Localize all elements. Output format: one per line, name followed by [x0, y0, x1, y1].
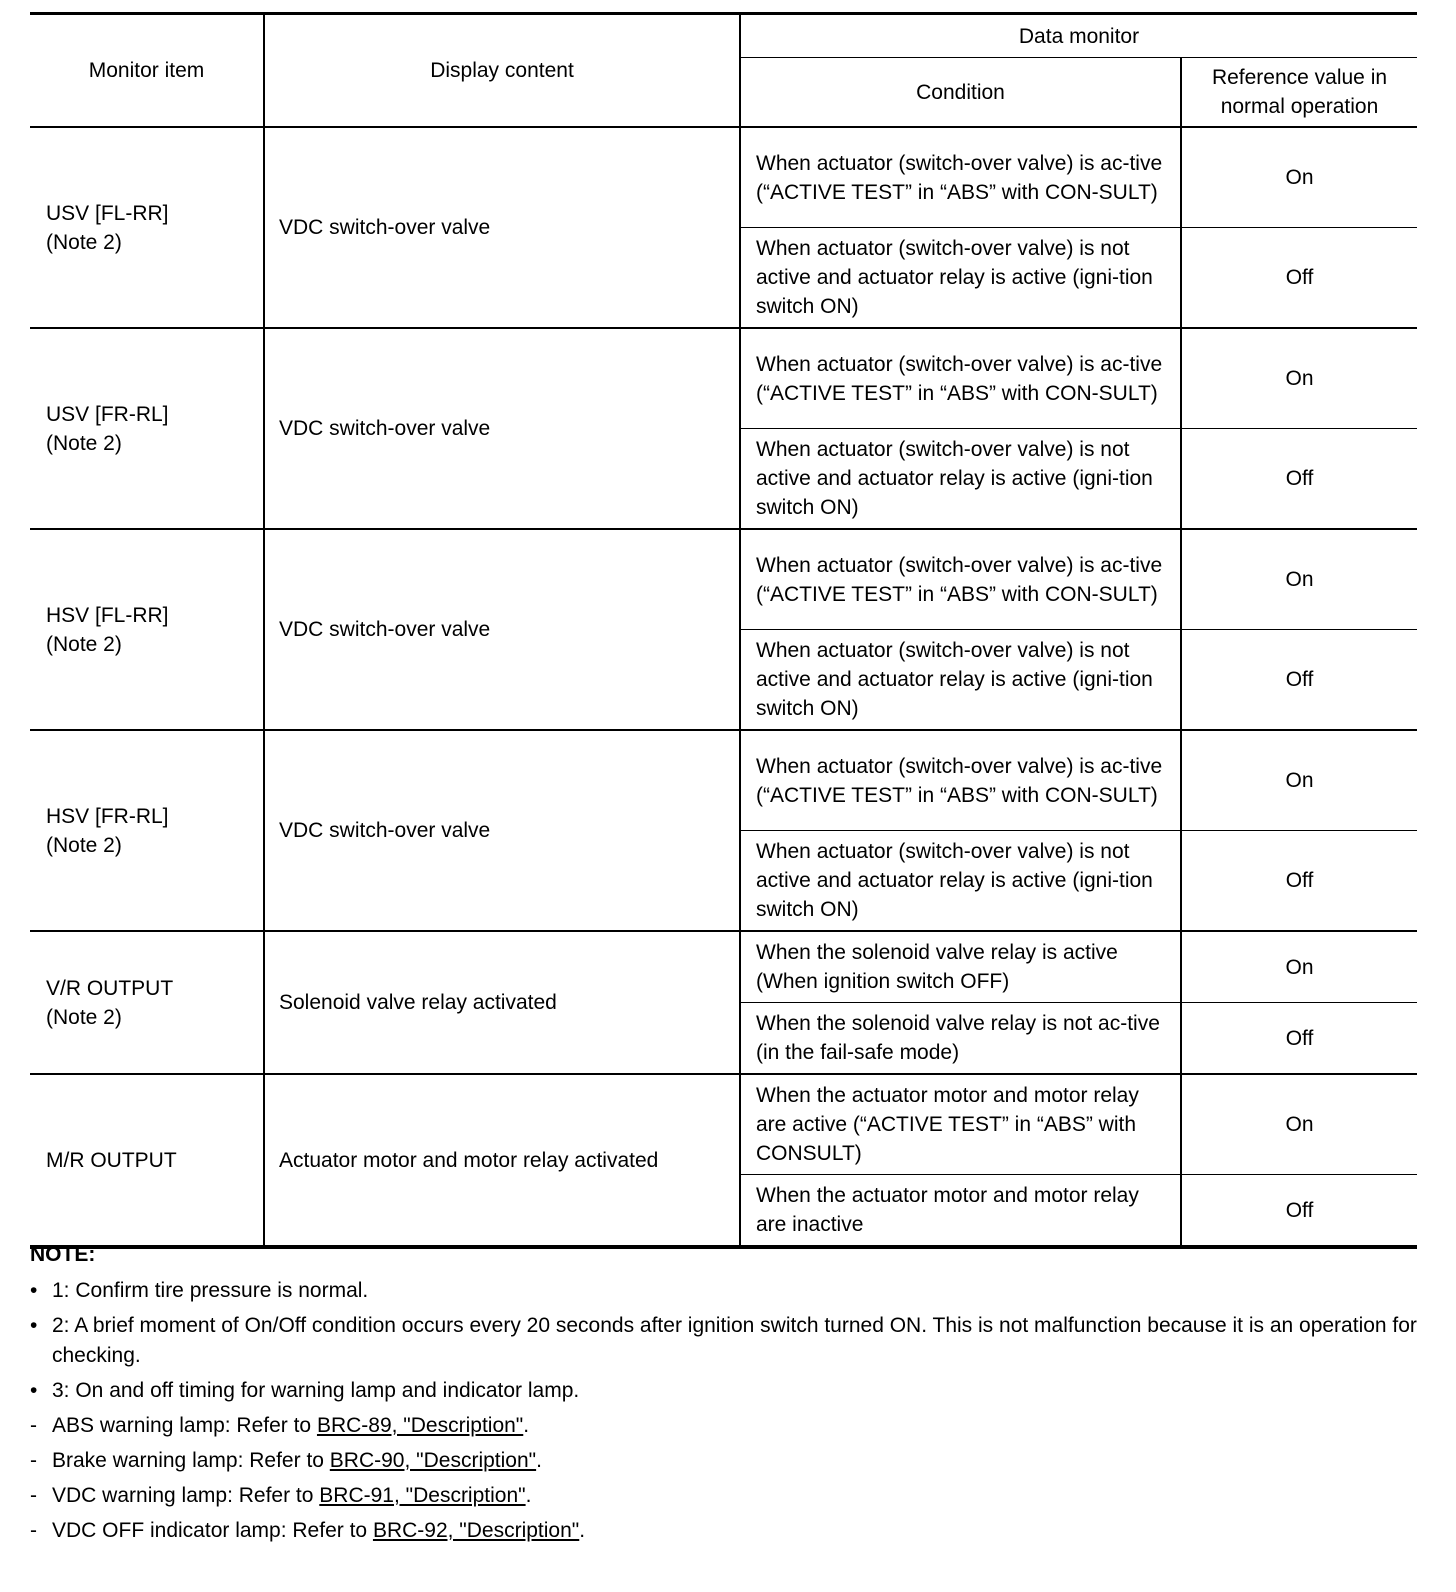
- monitor-item-line: USV [FL-RR]: [46, 201, 169, 225]
- header-reference-value: Reference value in normal operation: [1181, 58, 1417, 128]
- ref-prefix: VDC warning lamp: Refer to: [52, 1484, 320, 1507]
- monitor-item-line: USV [FR-RL]: [46, 402, 169, 426]
- monitor-item-line: HSV [FL-RR]: [46, 603, 169, 627]
- display-content-cell: Actuator motor and motor relay activated: [264, 1074, 740, 1247]
- reference-value-cell: Off: [1181, 1175, 1417, 1248]
- note-text: 3: On and off timing for warning lamp and indicator lamp.: [52, 1379, 580, 1402]
- ref-prefix: Brake warning lamp: Refer to: [52, 1449, 330, 1472]
- condition-cell: When actuator (switch-over valve) is not active and actuator relay is active (igni-tion switch ON): [740, 630, 1181, 731]
- condition-cell: When actuator (switch-over valve) is not active and actuator relay is active (igni-tion switch ON): [740, 831, 1181, 932]
- display-content-cell: VDC switch-over valve: [264, 328, 740, 529]
- condition-cell: When actuator (switch-over valve) is ac-tive (“ACTIVE TEST” in “ABS” with CON-SULT): [740, 127, 1181, 228]
- note-text: 2: A brief moment of On/Off condition occurs every 20 seconds after ignition switch turned ON. This is not malfunction because it is an operation for checking.: [52, 1314, 1417, 1367]
- monitor-item-cell: [30, 1074, 264, 1247]
- condition-cell: When actuator (switch-over valve) is not active and actuator relay is active (igni-tion switch ON): [740, 429, 1181, 530]
- monitor-item-cell: [30, 931, 264, 1074]
- reference-value-cell: On: [1181, 328, 1417, 429]
- table-row: [30, 127, 1417, 228]
- note-text: 1: Confirm tire pressure is normal.: [52, 1279, 369, 1302]
- table-row: [30, 328, 1417, 429]
- condition-cell: When the actuator motor and motor relay are active (“ACTIVE TEST” in “ABS” with CONSULT): [740, 1074, 1181, 1175]
- dash-marker: -: [30, 1414, 37, 1437]
- condition-cell: When actuator (switch-over valve) is ac-tive (“ACTIVE TEST” in “ABS” with CON-SULT): [740, 730, 1181, 831]
- monitor-item-line: (Note 2): [46, 833, 122, 857]
- reference-value-cell: On: [1181, 1074, 1417, 1175]
- table-body: [30, 127, 1417, 1247]
- header-data-monitor: Data monitor: [740, 14, 1417, 58]
- display-content-cell: Solenoid valve relay activated: [264, 931, 740, 1074]
- ref-link-brc-89[interactable]: BRC-89, "Description": [316, 1414, 524, 1437]
- bullet-marker: •: [30, 1379, 38, 1402]
- monitor-item-line: (Note 2): [46, 632, 122, 656]
- reference-value-cell: Off: [1181, 1003, 1417, 1075]
- ref-suffix: .: [536, 1449, 542, 1472]
- notes-section: [30, 1238, 1425, 1551]
- condition-cell: When actuator (switch-over valve) is ac-tive (“ACTIVE TEST” in “ABS” with CON-SULT): [740, 529, 1181, 630]
- dash-marker: -: [30, 1449, 37, 1472]
- monitor-item-cell: [30, 730, 264, 931]
- note-bullet: [30, 1376, 1425, 1406]
- dash-marker: -: [30, 1519, 37, 1542]
- monitor-item-line: (Note 2): [46, 1005, 122, 1029]
- reference-value-cell: Off: [1181, 228, 1417, 329]
- ref-suffix: .: [523, 1414, 530, 1437]
- header-display-content: Display content: [264, 14, 740, 128]
- ref-suffix: .: [579, 1519, 586, 1542]
- dash-marker: -: [30, 1484, 37, 1507]
- condition-cell: When actuator (switch-over valve) is ac-tive (“ACTIVE TEST” in “ABS” with CON-SULT): [740, 328, 1181, 429]
- monitor-item-line: (Note 2): [46, 230, 122, 254]
- monitor-item-line: HSV [FR-RL]: [46, 804, 169, 828]
- data-monitor-table: [30, 12, 1417, 1249]
- monitor-table-container: [30, 12, 1417, 1249]
- note-ref: [30, 1411, 1425, 1441]
- reference-value-cell: On: [1181, 730, 1417, 831]
- display-content-cell: VDC switch-over valve: [264, 529, 740, 730]
- condition-cell: When actuator (switch-over valve) is not active and actuator relay is active (igni-tion switch ON): [740, 228, 1181, 329]
- reference-value-cell: On: [1181, 127, 1417, 228]
- table-row: [30, 730, 1417, 831]
- table-row: [30, 529, 1417, 630]
- condition-cell: When the actuator motor and motor relay are inactive: [740, 1175, 1181, 1248]
- bullet-marker: •: [30, 1314, 38, 1337]
- monitor-item-cell: [30, 328, 264, 529]
- ref-prefix: VDC OFF indicator lamp: Refer to: [52, 1519, 373, 1542]
- table-row: [30, 1074, 1417, 1175]
- table-row: [30, 931, 1417, 1003]
- monitor-item-cell: [30, 529, 264, 730]
- note-bullet: [30, 1311, 1425, 1371]
- header-monitor-item: Monitor item: [30, 14, 264, 128]
- ref-suffix: .: [525, 1484, 532, 1507]
- ref-link-brc-92[interactable]: BRC-92, "Description": [372, 1519, 580, 1542]
- bullet-marker: •: [30, 1279, 38, 1302]
- note-bullet: [30, 1276, 1425, 1306]
- monitor-item-line: M/R OUTPUT: [46, 1148, 177, 1172]
- note-ref: [30, 1481, 1425, 1511]
- note-title: NOTE:: [30, 1243, 96, 1266]
- ref-link-brc-91[interactable]: BRC-91, "Description": [319, 1484, 526, 1507]
- reference-value-cell: Off: [1181, 429, 1417, 530]
- ref-link-brc-90[interactable]: BRC-90, "Description": [329, 1449, 537, 1472]
- monitor-item-cell: [30, 127, 264, 328]
- ref-prefix: ABS warning lamp: Refer to: [52, 1414, 317, 1437]
- monitor-item-line: V/R OUTPUT: [46, 976, 174, 1000]
- reference-value-cell: Off: [1181, 630, 1417, 731]
- display-content-cell: VDC switch-over valve: [264, 127, 740, 328]
- note-ref: [30, 1516, 1425, 1546]
- header-condition: Condition: [740, 58, 1181, 128]
- condition-cell: When the solenoid valve relay is not ac-tive (in the fail-safe mode): [740, 1003, 1181, 1075]
- reference-value-cell: On: [1181, 931, 1417, 1003]
- monitor-item-line: (Note 2): [46, 431, 122, 455]
- note-ref: [30, 1446, 1425, 1476]
- condition-cell: When the solenoid valve relay is active (When ignition switch OFF): [740, 931, 1181, 1003]
- reference-value-cell: Off: [1181, 831, 1417, 932]
- display-content-cell: VDC switch-over valve: [264, 730, 740, 931]
- reference-value-cell: On: [1181, 529, 1417, 630]
